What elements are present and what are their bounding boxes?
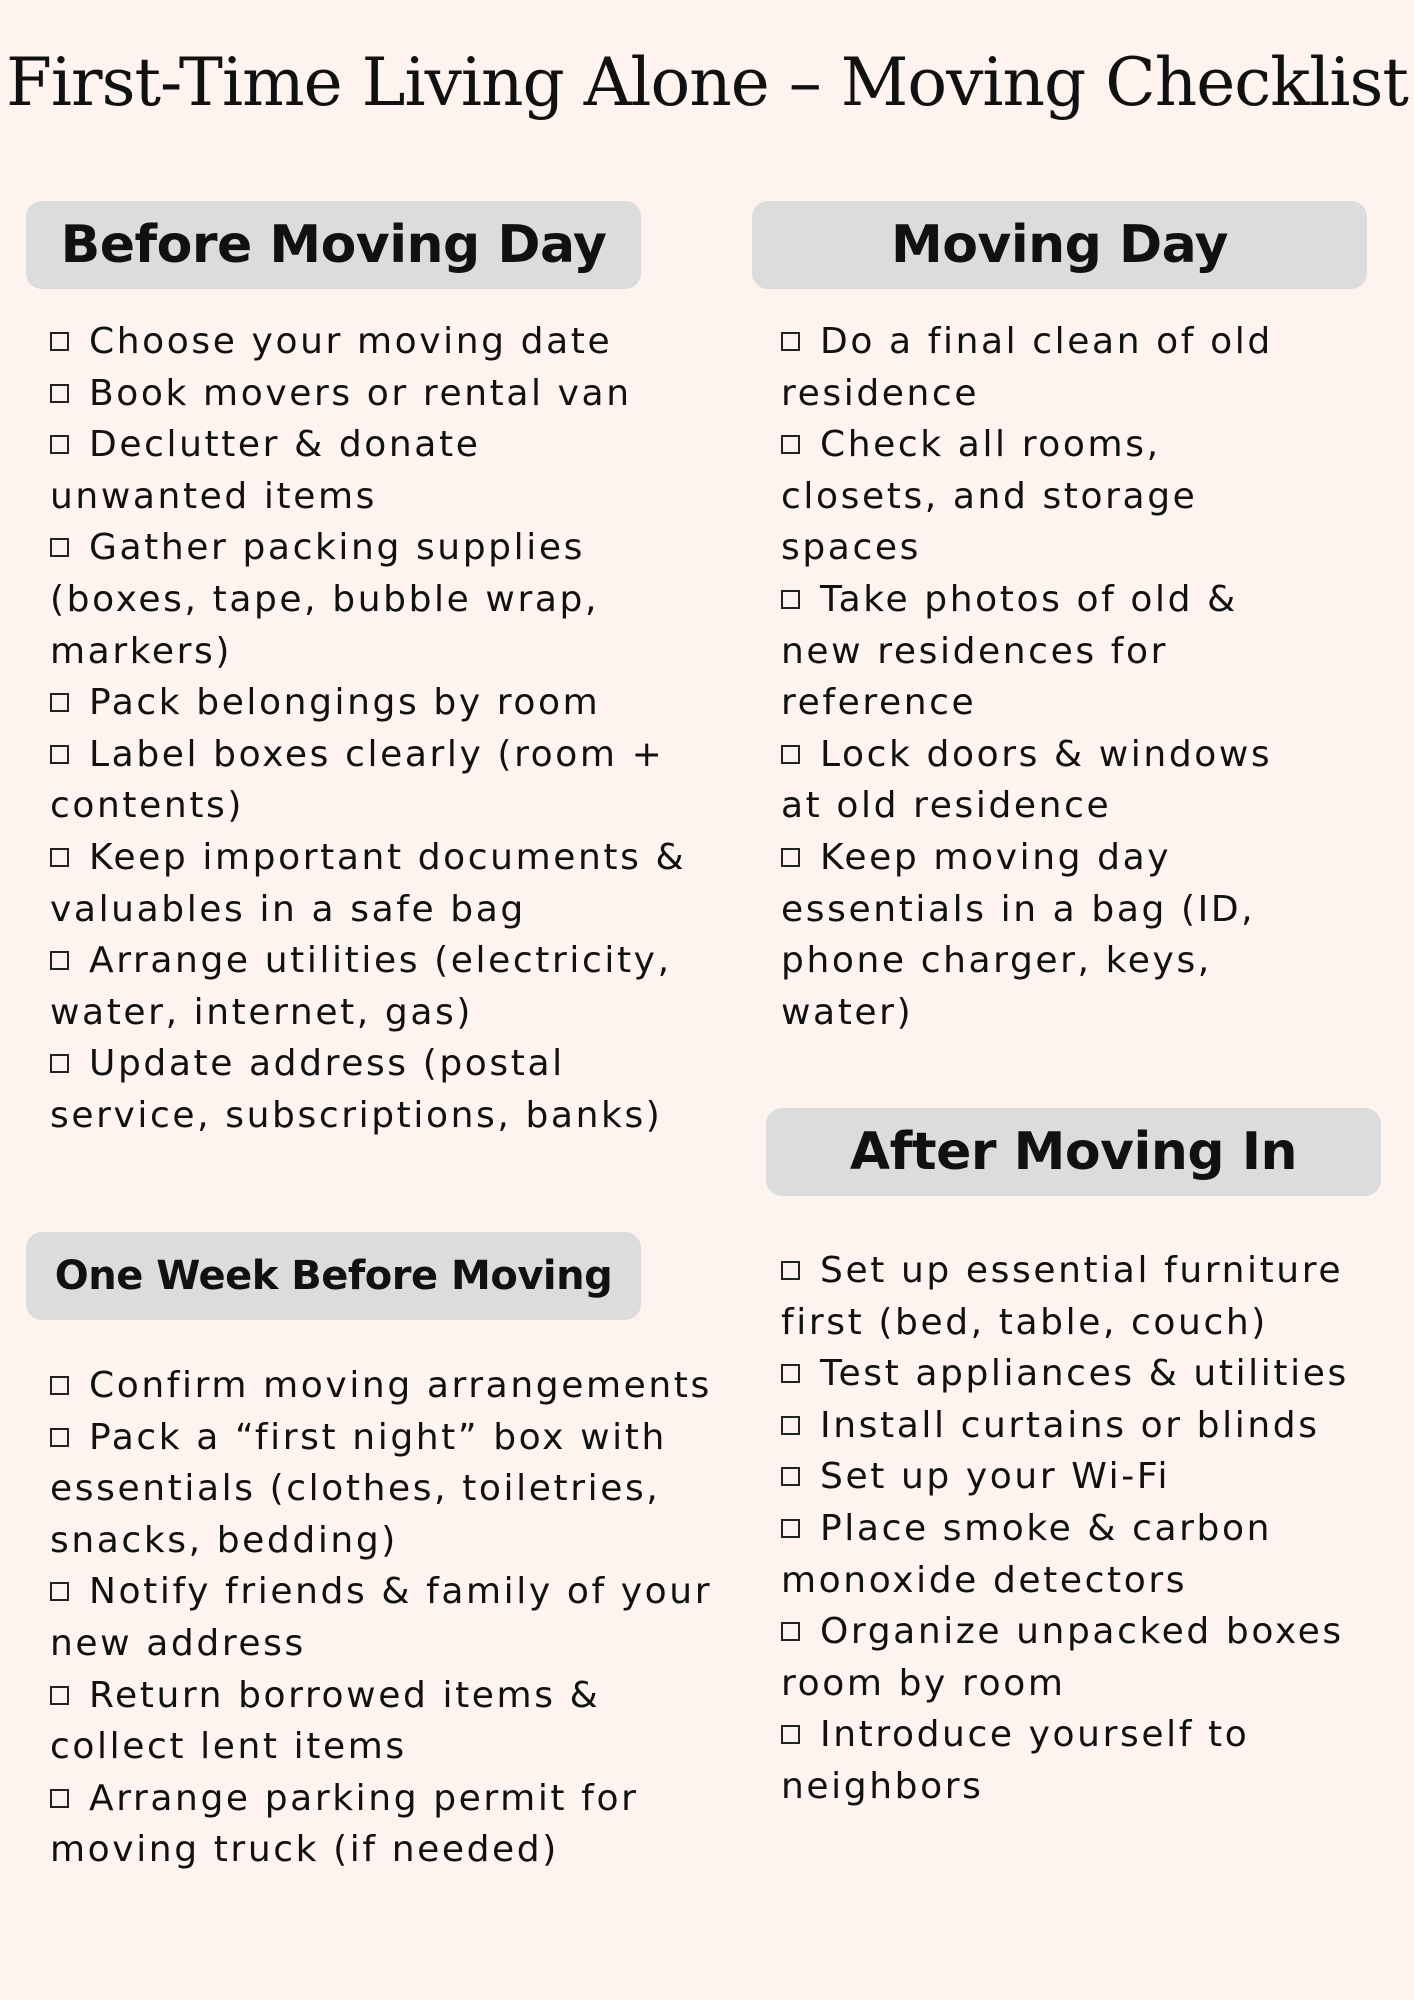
checklist-item — [781, 729, 1321, 832]
checkbox-icon[interactable] — [50, 1789, 69, 1808]
checklist-item-text: Do a final clean of old residence — [781, 321, 1273, 414]
checklist-item-text: Confirm moving arrangements — [89, 1365, 712, 1406]
checklist-item-text: Arrange utilities (electricity, water, internet, gas) — [50, 940, 672, 1033]
checklist-item — [50, 832, 690, 935]
checklist-item-text: Book movers or rental van — [89, 372, 632, 414]
checkbox-icon[interactable] — [50, 1686, 69, 1705]
checklist-item — [781, 1709, 1366, 1812]
checklist-item-text: Notify friends & family of your new address — [50, 1571, 713, 1664]
checkbox-icon[interactable] — [50, 1582, 69, 1601]
checklist-item — [50, 729, 690, 832]
checkbox-icon[interactable] — [50, 538, 69, 557]
checklist-after-moving-in — [781, 1245, 1366, 1813]
checkbox-icon[interactable] — [50, 693, 69, 712]
checkbox-icon[interactable] — [781, 848, 800, 867]
checklist-item-text: Set up your Wi-Fi — [820, 1456, 1171, 1498]
checklist-item — [50, 677, 690, 729]
checkbox-icon[interactable] — [781, 1725, 800, 1744]
checklist-item-text: Introduce yourself to neighbors — [781, 1714, 1250, 1807]
checklist-item — [781, 316, 1321, 419]
checkbox-icon[interactable] — [781, 1467, 800, 1486]
checkbox-icon[interactable] — [781, 1519, 800, 1538]
checklist-item — [50, 1566, 730, 1669]
checkbox-icon[interactable] — [781, 1364, 800, 1383]
checklist-before-moving-day — [50, 316, 690, 1142]
checkbox-icon[interactable] — [781, 745, 800, 764]
checklist-item-text: Update address (postal service, subscriptions, banks) — [50, 1043, 663, 1136]
checkbox-icon[interactable] — [50, 332, 69, 351]
checkbox-icon[interactable] — [50, 1054, 69, 1073]
page-title: First-Time Living Alone – Moving Checklist — [6, 44, 1408, 121]
checkbox-icon[interactable] — [50, 384, 69, 403]
checklist-item-text: Place smoke & carbon monoxide detectors — [781, 1507, 1273, 1601]
checklist-item — [781, 419, 1321, 574]
checklist-item — [781, 1400, 1366, 1452]
checklist-item — [50, 1038, 690, 1141]
checklist-item-text: Test appliances & utilities — [820, 1353, 1349, 1395]
checklist-item — [781, 832, 1321, 1038]
checkbox-icon[interactable] — [50, 1428, 69, 1447]
checklist-item — [50, 522, 690, 677]
checklist-item-text: Label boxes clearly (room + contents) — [50, 733, 665, 827]
checklist-item-text: Declutter & donate unwanted items — [50, 424, 481, 517]
checklist-item-text: Keep moving day essentials in a bag (ID, phone charger, keys, water) — [781, 836, 1256, 1033]
checklist-item — [50, 1412, 730, 1567]
checkbox-icon[interactable] — [781, 1261, 800, 1280]
checklist-item-text: Lock doors & windows at old residence — [781, 733, 1273, 827]
checklist-item-text: Pack a “first night” box with essentials (clothes, toiletries, snacks, bedding) — [50, 1416, 667, 1561]
checklist-item-text: Check all rooms, closets, and storage spaces — [781, 424, 1198, 569]
section-heading-after-moving-in: After Moving In — [766, 1108, 1381, 1196]
checklist-item-text: Arrange parking permit for moving truck (if needed) — [50, 1777, 639, 1871]
checkbox-icon[interactable] — [50, 951, 69, 970]
checklist-item-text: Install curtains or blinds — [820, 1404, 1320, 1446]
checklist-moving-day — [781, 316, 1321, 1038]
checkbox-icon[interactable] — [50, 435, 69, 454]
checklist-item — [781, 1503, 1366, 1606]
checkbox-icon[interactable] — [781, 332, 800, 351]
checklist-item — [50, 316, 690, 368]
checkbox-icon[interactable] — [781, 1622, 800, 1641]
checklist-item — [781, 1245, 1366, 1348]
checkbox-icon[interactable] — [781, 590, 800, 609]
checklist-item — [50, 1360, 730, 1412]
checklist-item — [781, 1451, 1366, 1503]
checkbox-icon[interactable] — [50, 745, 69, 764]
checklist-item — [50, 419, 690, 522]
checklist-item — [781, 1606, 1366, 1709]
checklist-item — [781, 1348, 1366, 1400]
checklist-item-text: Pack belongings by room — [89, 682, 601, 724]
checkbox-icon[interactable] — [781, 435, 800, 454]
checklist-item-text: Gather packing supplies (boxes, tape, bubble wrap, markers) — [50, 527, 600, 672]
checklist-one-week-before — [50, 1360, 730, 1876]
checkbox-icon[interactable] — [781, 1416, 800, 1435]
checkbox-icon[interactable] — [50, 1376, 69, 1395]
checklist-item — [50, 368, 690, 420]
section-heading-one-week-before: One Week Before Moving — [26, 1232, 641, 1320]
checklist-item — [50, 1670, 730, 1773]
checklist-item-text: Set up essential furniture first (bed, table, couch) — [781, 1250, 1344, 1343]
section-heading-before-moving-day: Before Moving Day — [26, 201, 641, 289]
checklist-item-text: Choose your moving date — [89, 321, 613, 362]
checklist-item — [50, 1773, 730, 1876]
checklist-item — [781, 574, 1321, 729]
section-heading-moving-day: Moving Day — [752, 201, 1367, 289]
checkbox-icon[interactable] — [50, 848, 69, 867]
checklist-item-text: Take photos of old & new residences for reference — [781, 578, 1238, 724]
checklist-item — [50, 935, 690, 1038]
checklist-item-text: Keep important documents & valuables in a safe bag — [50, 836, 687, 930]
checklist-item-text: Organize unpacked boxes room by room — [781, 1611, 1344, 1704]
checklist-item-text: Return borrowed items & collect lent items — [50, 1674, 601, 1768]
